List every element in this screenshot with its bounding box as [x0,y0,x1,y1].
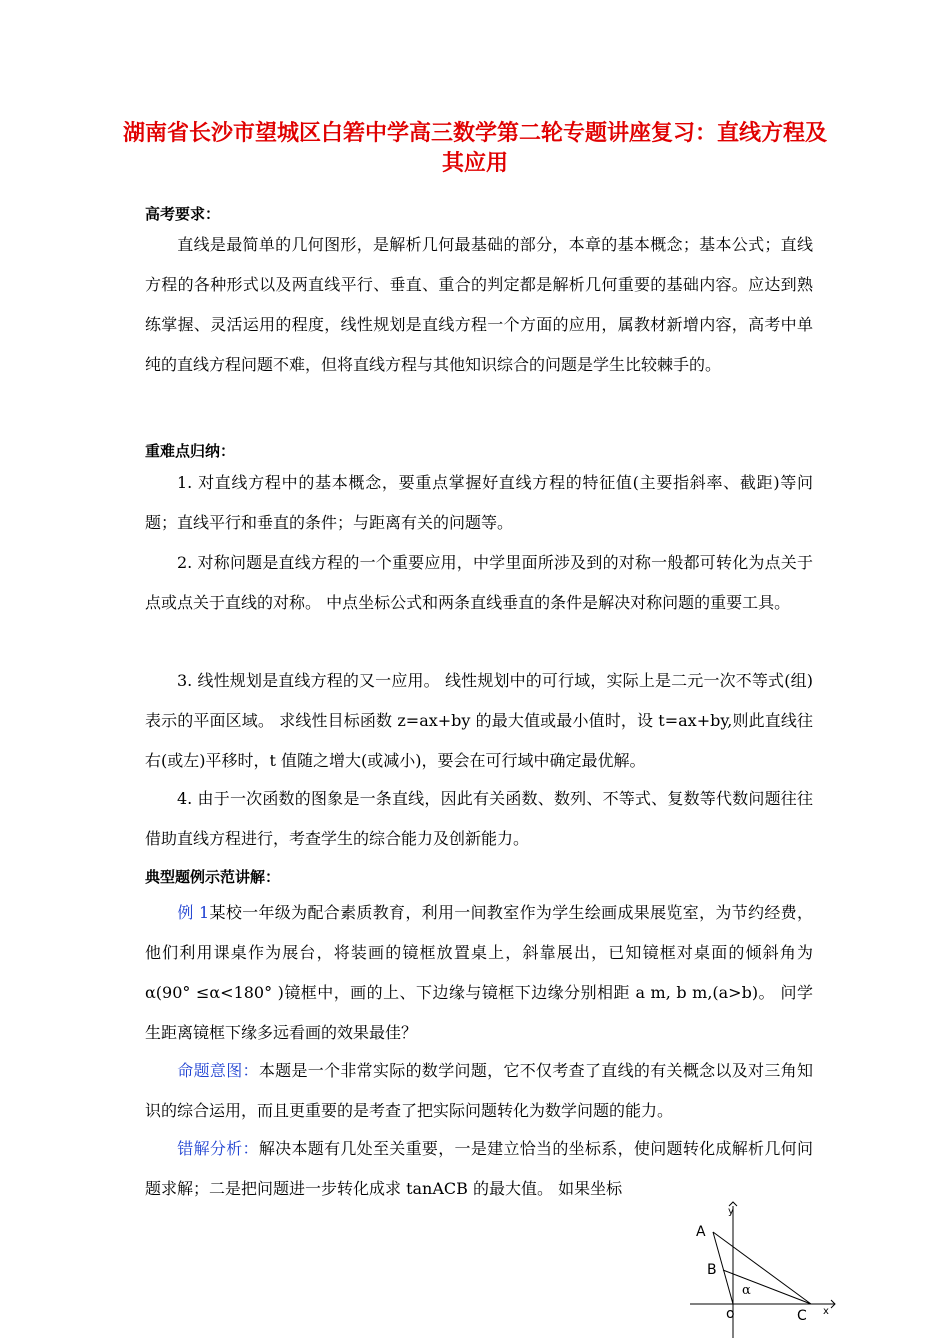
label-o: o [726,1306,735,1322]
page-title: 湖南省长沙市望城区白箬中学高三数学第二轮专题讲座复习：直线方程及其应用 [122,120,827,176]
label-c: C [797,1308,807,1324]
label-a: A [696,1224,706,1240]
section-heading-key-points: 重难点归纳： [145,442,236,460]
key-point-1 [145,463,813,543]
key-point-4 [145,779,813,859]
coordinate-figure [685,1200,845,1340]
example-1-label: 例 1 [177,903,210,922]
intent-label: 命题意图： [177,1061,259,1080]
section-heading-examples: 典型题例示范讲解： [145,868,281,886]
label-y: y [728,1206,734,1217]
error-label: 错解分析： [177,1139,259,1158]
label-alpha: α [742,1283,751,1298]
example-1-text: 某校一年级为配合素质教育，利用一间教室作为学生绘画成果展览室，为节约经费，他们利用课桌作为展台，将装画的镜框放置桌上，斜靠展出，已知镜框对桌面的倾斜角为 α(90° ≤α<180° )镜框中，画的上、下边缘与镜框下边缘分别相距 a m, b m,(a>b)。 问学生距离镜框下缘多远看画的效果最佳？ [145,903,813,1042]
label-x: x [823,1306,829,1317]
coordinate-diagram [685,1200,845,1340]
requirements-text: 直线是最简单的几何图形，是解析几何最基础的部分，本章的基本概念；基本公式；直线方程的各种形式以及两直线平行、垂直、重合的判定都是解析几何重要的基础内容。应达到熟练掌握、灵活运用的程度，线性规划是直线方程一个方面的应用，属教材新增内容，高考中单纯的直线方程问题不难，但将直线方程与其他知识综合的问题是学生比较棘手的。 [145,235,813,374]
requirements-paragraph [145,225,813,385]
line-bc [723,1270,811,1304]
key-point-1-text: 1. 对直线方程中的基本概念，要重点掌握好直线方程的特征值(主要指斜率、截距)等问题；直线平行和垂直的条件；与距离有关的问题等。 [145,473,813,532]
key-point-3 [145,661,813,781]
intent-text: 本题是一个非常实际的数学问题，它不仅考查了直线的有关概念以及对三角知识的综合运用，而且更重要的是考查了把实际问题转化为数学问题的能力。 [145,1061,813,1120]
section-heading-requirements: 高考要求： [145,205,221,223]
error-analysis-paragraph [145,1129,813,1209]
intent-paragraph [145,1051,813,1131]
key-point-4-text: 4. 由于一次函数的图象是一条直线，因此有关函数、数列、不等式、复数等代数问题往往借助直线方程进行，考查学生的综合能力及创新能力。 [145,789,813,848]
key-point-3-text: 3. 线性规划是直线方程的又一应用。 线性规划中的可行域，实际上是二元一次不等式(组)表示的平面区域。 求线性目标函数 z=ax+by 的最大值或最小值时，设 t=ax+by,则此直线往右(或左)平移时，t 值随之增大(或减小)，要会在可行域中确定最优解。 [145,671,813,770]
key-point-2 [145,543,813,623]
example-1-paragraph [145,893,813,1053]
key-point-2-text: 2. 对称问题是直线方程的一个重要应用，中学里面所涉及到的对称一般都可转化为点关于点或点关于直线的对称。 中点坐标公式和两条直线垂直的条件是解决对称问题的重要工具。 [145,553,813,612]
line-ac [713,1232,811,1304]
label-b: B [707,1262,717,1278]
error-text: 解决本题有几处至关重要，一是建立恰当的坐标系，使问题转化成解析几何问题求解；二是把问题进一步转化成求 tanACB 的最大值。 如果坐标 [145,1139,813,1198]
